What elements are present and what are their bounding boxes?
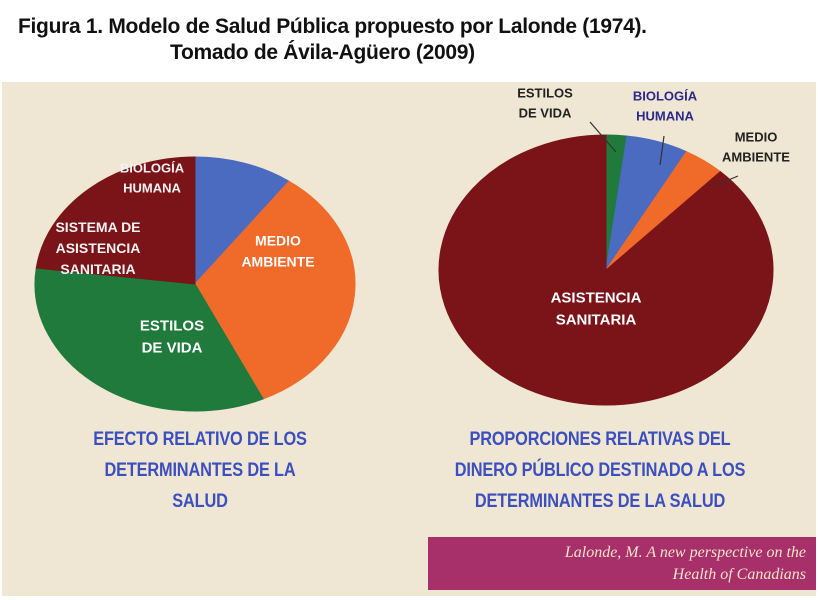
citation-box (428, 537, 816, 590)
pie2-label-3: ASISTENCIA SANITARIA (550, 289, 642, 329)
caption-left (71, 424, 329, 517)
citation-line1: Lalonde, M. A new perspective on the (564, 544, 806, 561)
caption-left-line3: SALUD (172, 491, 228, 512)
figure-title-line2: Tomado de Ávila-Agüero (2009) (170, 41, 475, 64)
pie1-label-1: MEDIO AMBIENTE (241, 232, 315, 270)
pie1-label-3: SISTEMA DE ASISTENCIA SANITARIA (55, 218, 141, 277)
pie1-label-2: ESTILOS DE VIDA (139, 317, 205, 357)
pie1-label-0: BIOLOGÍA HUMANA (119, 160, 185, 196)
figure-title-line1: Figura 1. Modelo de Salud Pública propuesto por Lalonde (1974). (18, 15, 647, 38)
caption-right-line3: DETERMINANTES DE LA SALUD (474, 491, 726, 512)
pie2-label-0: ESTILOS DE VIDA (517, 85, 573, 121)
caption-right-line1: PROPORCIONES RELATIVAS DEL (469, 429, 731, 450)
caption-right-line2: DINERO PÚBLICO DESTINADO A LOS (454, 460, 746, 481)
pie2-slice-3 (439, 135, 773, 405)
citation-line2: Health of Canadians (672, 566, 806, 583)
pie2-label-2: MEDIO AMBIENTE (722, 129, 790, 165)
caption-right (445, 424, 755, 517)
caption-left-line2: DETERMINANTES DE LA (104, 460, 296, 481)
caption-left-line1: EFECTO RELATIVO DE LOS (93, 429, 307, 450)
pie2-label-1: BIOLOGÍA HUMANA (632, 88, 698, 124)
